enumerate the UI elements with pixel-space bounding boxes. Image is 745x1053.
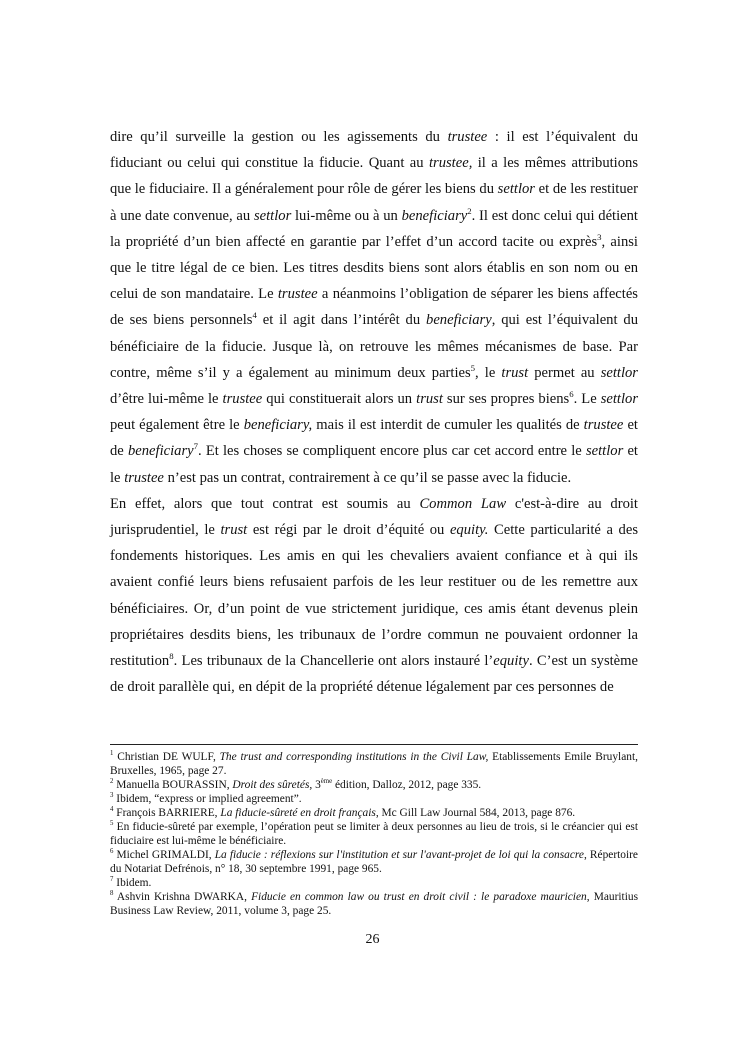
italic-term: trust	[220, 522, 248, 539]
italic-term: beneficiary	[127, 443, 194, 460]
text-run: n’est pas un contrat, contrairement à ce qu’il se passe avec la fiducie.	[163, 469, 572, 486]
text-run: En fiducie-sûreté par exemple, l’opération peut se limiter à deux personnes au lieu de trois, si le créancier qui est fiduciaire est lui-même le bénéficiaire.	[110, 821, 638, 847]
text-run: dire qu’il surveille la gestion ou les agissements du	[110, 129, 448, 145]
text-run: François BARRIERE,	[113, 807, 221, 819]
footnote-8	[110, 890, 638, 918]
text-run: c'est-à-dire au droit jurisprudentiel, le	[110, 495, 638, 539]
footnote-5	[110, 820, 638, 848]
text-run: a néanmoins l’obligation de séparer les biens affectés de ses biens personnels	[110, 286, 638, 329]
footnote-number: 4	[110, 806, 114, 814]
text-run: Christian DE WULF,	[113, 751, 220, 763]
footnote-number: 6	[110, 848, 114, 856]
text-run: sur ses propres biens	[442, 391, 570, 408]
text-run: Ibidem, “express or implied agreement”.	[113, 793, 302, 805]
italic-term: Common Law	[419, 495, 507, 512]
italic-term: trustee	[277, 286, 318, 303]
italic-term: trust	[501, 364, 529, 381]
text-run: Manuella BOURASSIN,	[113, 779, 233, 791]
text-run: Cette particularité a des fondements historiques. Les amis en qui les chevaliers avaient confiance et à qui ils avaient confié leurs biens refusaient parfois de les leur restituer ou de les remettre aux bénéficiaires. Or, d’un point de vue strictement juridique, ces amis étant devenus plein propriétaires desdits biens, les tribunaux de l’ordre commun ne pouvaient ordonner la restitution	[110, 522, 639, 670]
text-run: , ainsi que le titre légal de ce bien. Les titres desdits biens sont alors établis en son nom ou en celui de son mandataire. Le	[110, 233, 638, 303]
footnote-7	[110, 876, 638, 890]
body-text	[110, 124, 638, 700]
italic-title: La fiducie : réflexions sur l'institution et sur l'avant-projet de loi qui la consacre	[214, 849, 584, 861]
text-run: permet au	[528, 364, 601, 381]
footnote-ref[interactable]: 7	[193, 441, 198, 452]
text-run: mais il est interdit de cumuler les qualités de	[312, 417, 584, 434]
italic-term: trustee	[583, 417, 624, 434]
footnote-1	[110, 750, 638, 778]
italic-term: equity	[493, 653, 529, 670]
text-run: . Il est donc celui qui détient la propriété d’un bien affecté en garantie par l’effet d’un accord tacite ou exprès	[110, 207, 638, 250]
footnote-number: 7	[110, 876, 114, 884]
superscript: ème	[320, 778, 333, 786]
text-run: , Mauritius Business Law Review, 2011, volume 3, page 25.	[110, 891, 638, 917]
italic-term: trustee	[447, 129, 488, 145]
text-run: et de les restituer à une date convenue, au	[110, 181, 638, 224]
italic-term: trustee	[124, 469, 164, 486]
footnote-ref[interactable]: 8	[169, 651, 174, 662]
text-run: : il est l’équivalent du fiduciant ou celui qui constitue la fiducie. Quant au	[110, 129, 638, 172]
text-run: édition, Dalloz, 2012, page 335.	[332, 779, 482, 791]
italic-term: equity.	[449, 522, 489, 539]
text-run: et de	[110, 417, 638, 460]
italic-term: beneficiary,	[243, 417, 313, 434]
italic-term: settlor	[253, 207, 292, 224]
text-run: Etablissements Emile Bruylant, Bruxelles, 1965, page 27.	[110, 751, 638, 777]
text-run: Ashvin Krishna DWARKA,	[113, 891, 252, 903]
italic-term: settlor	[600, 391, 638, 408]
italic-title: The trust and corresponding institutions in the Civil Law,	[219, 751, 489, 763]
footnote-separator	[110, 744, 638, 745]
footnote-ref[interactable]: 3	[597, 231, 602, 242]
text-run: . C’est un système de droit parallèle qui, en dépit de la propriété détenue légalement par ces personnes de	[110, 653, 638, 696]
italic-term: settlor	[497, 181, 535, 198]
footnote-ref[interactable]: 2	[467, 205, 472, 216]
text-run: . Le	[573, 391, 601, 408]
text-run: qui constituerait alors un	[262, 391, 417, 408]
italic-title: Droit des sûretés,	[232, 779, 313, 791]
text-run: et il agit dans l’intérêt du	[256, 312, 427, 329]
text-run: Michel GRIMALDI,	[113, 849, 215, 861]
italic-term: settlor	[585, 443, 624, 460]
italic-term: beneficiary	[426, 312, 492, 329]
footnote-number: 2	[110, 778, 114, 786]
footnote-number: 3	[110, 792, 114, 800]
text-run: 3	[312, 779, 321, 791]
footnote-number: 1	[110, 750, 114, 758]
footnote-ref[interactable]: 4	[252, 310, 257, 321]
italic-title: Fiducie en common law ou trust en droit civil : le paradoxe mauricien	[251, 891, 587, 903]
text-run: d’être lui-même le	[110, 391, 223, 408]
italic-term: trust	[416, 391, 443, 408]
text-run: il a les mêmes attributions que le fiduciaire. Il a généralement pour rôle de gérer les biens du	[110, 155, 638, 198]
text-run: lui-même ou à un	[291, 207, 402, 224]
italic-term: beneficiary	[401, 207, 468, 224]
italic-term: settlor	[600, 364, 638, 381]
footnote-6	[110, 848, 638, 876]
text-run: est régi par le droit d’équité ou	[247, 522, 450, 539]
text-run: , Répertoire du Notariat Defrénois, n° 18, 30 septembre 1991, page 965.	[110, 849, 638, 875]
text-run: , qui est l’équivalent du bénéficiaire de la fiducie. Jusque là, on retrouve les mêmes mécanismes de base. Par contre, même s’il y a également au minimum deux parties	[110, 312, 638, 381]
text-run: . Et les choses se compliquent encore plus car cet accord entre le	[198, 443, 586, 460]
text-run: et le	[110, 443, 638, 486]
footnote-number: 5	[110, 820, 114, 828]
text-run: peut également être le	[110, 417, 244, 434]
paragraph-2	[110, 491, 638, 701]
text-run: En effet, alors que tout contrat est soumis au	[110, 495, 420, 512]
italic-term: trustee	[222, 391, 263, 408]
italic-title: La fiducie-sûreté en droit français	[220, 807, 376, 819]
page-number: 26	[365, 932, 380, 947]
text-run: . Les tribunaux de la Chancellerie ont alors instauré l’	[173, 653, 494, 670]
text-run: Ibidem.	[113, 877, 152, 889]
footnote-3	[110, 792, 638, 806]
footnote-number: 8	[110, 890, 114, 898]
footnote-4	[110, 806, 638, 820]
footnote-ref[interactable]: 6	[569, 389, 574, 400]
text-run: , Mc Gill Law Journal 584, 2013, page 876.	[375, 807, 576, 819]
paragraph-1	[110, 124, 638, 491]
text-run: , le	[475, 364, 502, 381]
footnote-2	[110, 778, 638, 792]
footnote-ref[interactable]: 5	[470, 362, 476, 373]
footnotes	[110, 750, 638, 918]
italic-term: trustee,	[428, 155, 473, 172]
